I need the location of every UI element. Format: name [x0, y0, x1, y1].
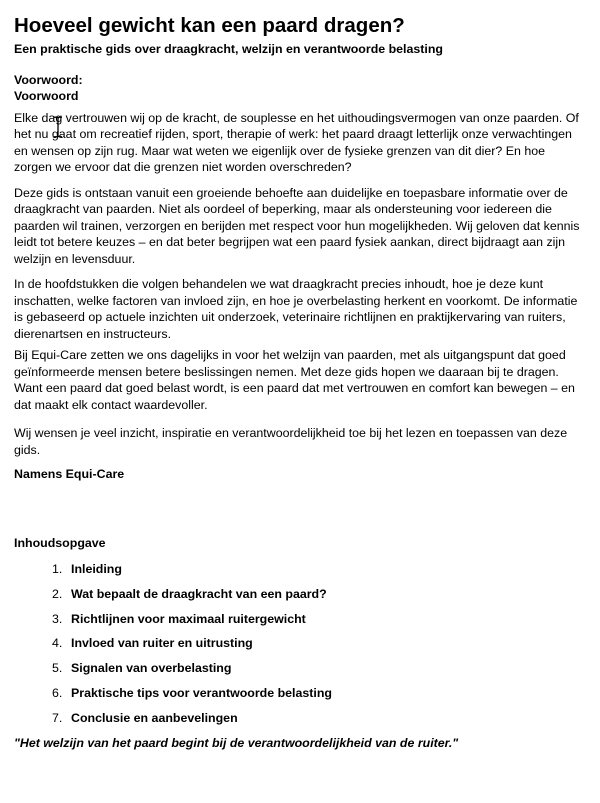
- page-subtitle: Een praktische gids over draagkracht, welzijn en verantwoorde belasting: [14, 41, 443, 56]
- toc-item: [52, 635, 586, 652]
- toc-list: [14, 561, 586, 726]
- foreword-title: Voorwoord: [14, 89, 79, 103]
- body-paragraph-5: Wij wensen je veel inzicht, inspiratie en verantwoordelijkheid toe bij het lezen en toepassen van deze gids.: [14, 426, 568, 457]
- document-canvas[interactable]: [0, 14, 600, 751]
- toc-item: [52, 561, 586, 578]
- toc-item-label: Praktische tips voor verantwoorde belasting: [71, 685, 332, 700]
- body-paragraph-2: Deze gids is ontstaan vanuit een groeiende behoefte aan duidelijke en toepasbare informatie over de draagkracht van paarden. Niet als oordeel of beperking, maar als ondersteuning voor iedereen die paarden wil trainen, verzorgen en berijden met respect voor hun mogelijkheden. Wij geloven dat kennis leidt tot betere keuzes – en dat beter begrijpen wat een paard fysiek aankan, direct bijdraagt aan zijn welzijn en levensduur.: [14, 185, 580, 266]
- toc-heading: Inhoudsopgave: [14, 536, 106, 550]
- toc-item-label: Invloed van ruiter en uitrusting: [71, 636, 253, 651]
- toc-item-label: Wat bepaalt de draagkracht van een paard?: [71, 586, 327, 601]
- toc-item: [52, 660, 586, 677]
- foreword-label: Voorwoord:: [14, 72, 83, 87]
- toc-item: [52, 611, 586, 628]
- toc-item-label: Conclusie en aanbevelingen: [71, 710, 238, 725]
- toc-item-number: 7.: [52, 710, 63, 725]
- toc-item-label: Signalen van overbelasting: [71, 661, 232, 676]
- toc-item-number: 3.: [52, 611, 63, 626]
- toc-item-number: 5.: [52, 661, 63, 676]
- page-title: Hoeveel gewicht kan een paard dragen?: [14, 14, 405, 37]
- toc-item-number: 6.: [52, 685, 63, 700]
- closing-quote: "Het welzijn van het paard begint bij de verantwoordelijkheid van de ruiter.": [14, 735, 459, 750]
- toc-item-label: Inleiding: [71, 562, 122, 576]
- toc-item: [52, 685, 586, 702]
- body-paragraph-4: Bij Equi-Care zetten we ons dagelijks in voor het welzijn van paarden, met als uitgangspunt dat goed geïnformeerde mensen betere beslissingen nemen. Met deze gids hopen we daaraan bij te dragen. Want een paard dat goed belast wordt, is een paard dat met vertrouwen en comfort kan bewegen – en dat maakt elk contact waardevoller.: [14, 348, 575, 412]
- body-paragraph-3: In de hoofdstukken die volgen behandelen we wat draagkracht precies inhoudt, hoe je deze kunt inschatten, welke factoren van invloed zijn, en hoe je overbelasting herkent en voorkomt. De informatie is gebaseerd op actuele inzichten uit onderzoek, veterinaire richtlijnen en praktijkervaring van ruiters, dierenartsen en instructeurs.: [14, 277, 578, 341]
- toc-item-label: Richtlijnen voor maximaal ruitergewicht: [71, 611, 306, 626]
- toc-item: [52, 586, 586, 603]
- body-paragraph-1: Elke dag vertrouwen wij op de kracht, de souplesse en het uithoudingsvermogen van onze paarden. Of het nu gaat om recreatief rijden, sport, therapie of werk: het paard draagt letterlijk onze verwachtingen en wensen op zijn rug. Maar wat weten we eigenlijk over de fysieke grenzen van dit dier? En hoe zorgen we ervoor dat die grenzen niet worden overschreden?: [14, 110, 579, 174]
- toc-item: [52, 710, 586, 727]
- toc-item-number: 2.: [52, 586, 63, 601]
- toc-item-number: 1.: [52, 562, 63, 576]
- foreword-heading: [14, 72, 586, 105]
- toc-item-number: 4.: [52, 636, 63, 651]
- signature: Namens Equi-Care: [14, 467, 125, 481]
